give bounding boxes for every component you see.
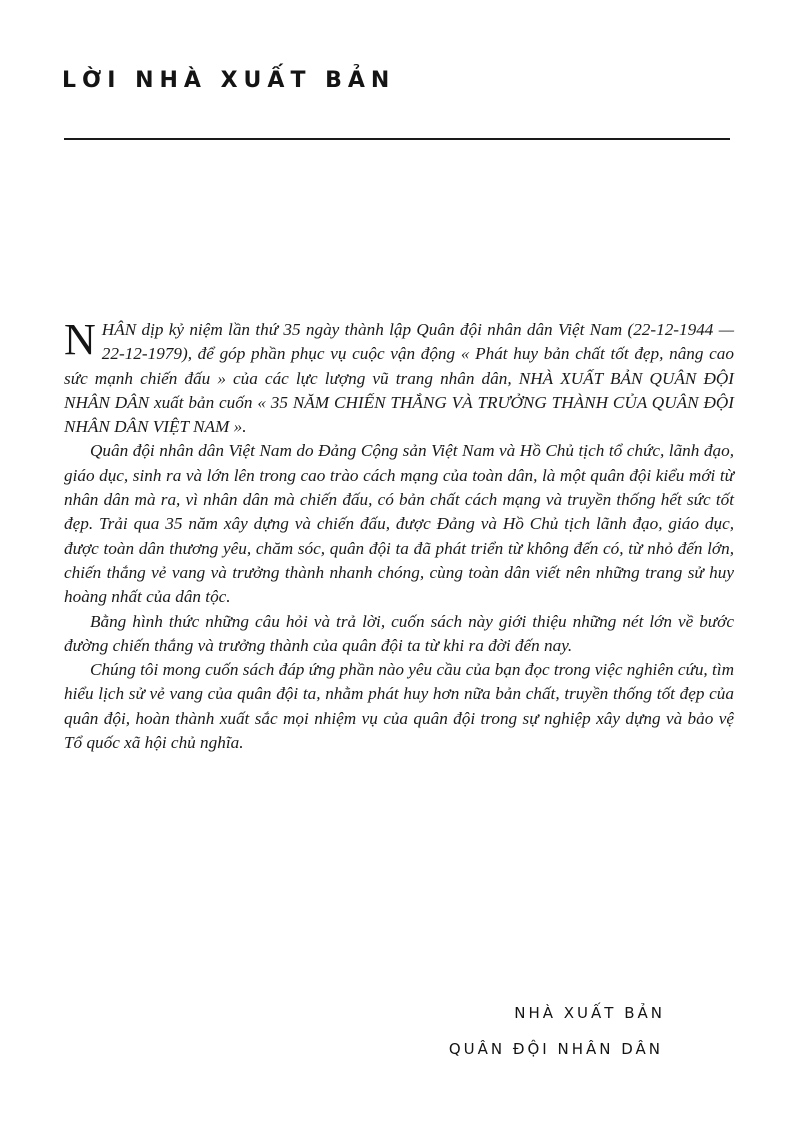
- publisher-line-1: NHÀ XUẤT BẢN: [514, 1004, 665, 1022]
- paragraph-2: Quân đội nhân dân Việt Nam do Đảng Cộng sản Việt Nam và Hồ Chủ tịch tổ chức, lãnh đạo, giáo dục, sinh ra và lớn lên trong cao trào cách mạng của toàn dân, là một quân đội kiểu mới từ nhân dân mà ra, vì nhân dân mà chiến đấu, có bản chất cách mạng và truyền thống hết sức tốt đẹp. Trải qua 35 năm xây dựng và chiến đấu, được Đảng và Hồ Chủ tịch lãnh đạo, giáo dục, được toàn dân thương yêu, chăm sóc, quân đội ta đã phát triển từ không đến có, từ nhỏ đến lớn, chiến thắng vẻ vang và trưởng thành nhanh chóng, cùng toàn dân viết nên những trang sử huy hoàng nhất của dân tộc.: [64, 441, 734, 607]
- publisher-line-2: QUÂN ĐỘI NHÂN DÂN: [448, 1040, 663, 1058]
- page-title: LỜI NHÀ XUẤT BẢN: [62, 68, 396, 93]
- paragraph-3: Bằng hình thức những câu hỏi và trả lời, cuốn sách này giới thiệu những nét lớn về bước đường chiến thắng và trưởng thành của quân đội ta từ khi ra đời đến nay.: [64, 611, 734, 655]
- drop-cap: N: [64, 315, 96, 364]
- publisher-signature: [449, 995, 663, 1067]
- paragraph-1-text: HÂN dịp kỷ niệm lần thứ 35 ngày thành lập Quân đội nhân dân Việt Nam (22-12-1944 — 22-12-1979), để góp phần phục vụ cuộc vận động « Phát huy bản chất tốt đẹp, nâng cao sức mạnh chiến đấu » của các lực lượng vũ trang nhân dân, NHÀ XUẤT BẢN QUÂN ĐỘI NHÂN DÂN xuất bản cuốn « 35 NĂM CHIẾN THẮNG VÀ TRƯỞNG THÀNH CỦA QUÂN ĐỘI NHÂN DÂN VIỆT NAM ».: [64, 320, 734, 437]
- preface-body: [64, 315, 734, 755]
- paragraph-1: [64, 315, 734, 439]
- paragraph-4: Chúng tôi mong cuốn sách đáp ứng phần nào yêu cầu của bạn đọc trong việc nghiên cứu, tìm hiểu lịch sử vẻ vang của quân đội ta, nhằm phát huy hơn nữa bản chất, truyền thống tốt đẹp của quân đội, hoàn thành xuất sắc mọi nhiệm vụ của quân đội trong sự nghiệp xây dựng và bảo vệ Tổ quốc xã hội chủ nghĩa.: [64, 660, 734, 753]
- title-divider: [64, 138, 730, 140]
